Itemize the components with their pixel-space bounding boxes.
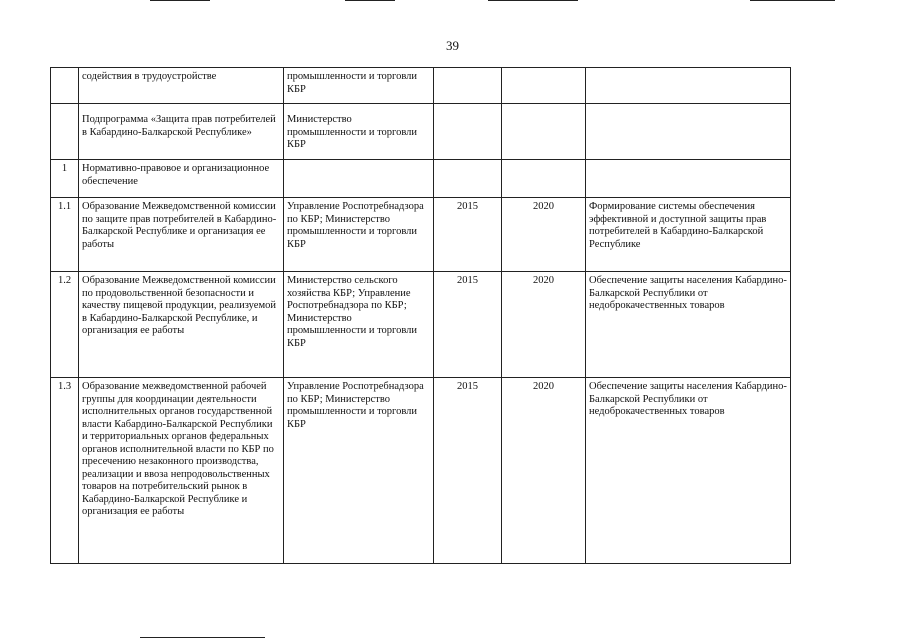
end-year-cell: 2020 [502, 272, 586, 378]
row-number [51, 104, 79, 160]
measure-cell: Образование Межведомственной комиссии по защите прав потребителей в Кабардино-Балкарской Республике и организация ее работы [79, 198, 284, 272]
executor-cell [284, 160, 434, 198]
table-row [51, 68, 791, 104]
row-number: 1.1 [51, 198, 79, 272]
table-row [51, 160, 791, 198]
executor-cell: промышленности и торговли КБР [284, 68, 434, 104]
measure-cell: Нормативно-правовое и организационное обеспечение [79, 160, 284, 198]
result-cell [586, 160, 791, 198]
start-year-cell [434, 104, 502, 160]
start-year-cell [434, 160, 502, 198]
start-year-cell: 2015 [434, 198, 502, 272]
row-number [51, 68, 79, 104]
row-number: 1 [51, 160, 79, 198]
start-year-cell [434, 68, 502, 104]
row-number: 1.3 [51, 378, 79, 564]
result-cell [586, 104, 791, 160]
start-year-cell: 2015 [434, 378, 502, 564]
end-year-cell: 2020 [502, 378, 586, 564]
scan-mark [750, 0, 835, 1]
end-year-cell [502, 104, 586, 160]
measures-table [50, 67, 791, 564]
result-cell: Формирование системы обеспечения эффективной и доступной защиты прав потребителей в Кабардино-Балкарской Республике [586, 198, 791, 272]
executor-cell: Министерство сельского хозяйства КБР; Управление Роспотребнадзора по КБР; Министерство промышленности и торговли КБР [284, 272, 434, 378]
table-row [51, 378, 791, 564]
end-year-cell [502, 160, 586, 198]
executor-cell: Министерство промышленности и торговли КБР [284, 104, 434, 160]
table-row [51, 198, 791, 272]
row-number: 1.2 [51, 272, 79, 378]
executor-cell: Управление Роспотребнадзора по КБР; Министерство промышленности и торговли КБР [284, 378, 434, 564]
measure-cell: содействия в трудоустройстве [79, 68, 284, 104]
result-cell: Обеспечение защиты населения Кабардино-Балкарской Республики от недоброкачественных товаров [586, 378, 791, 564]
end-year-cell [502, 68, 586, 104]
measure-cell: Образование Межведомственной комиссии по продовольственной безопасности и качеству пищевой продукции, реализуемой в Кабардино-Балкарской Республике, и организация ее работы [79, 272, 284, 378]
end-year-cell: 2020 [502, 198, 586, 272]
table-row [51, 104, 791, 160]
result-cell: Обеспечение защиты населения Кабардино-Балкарской Республики от недоброкачественных товаров [586, 272, 791, 378]
result-cell [586, 68, 791, 104]
scan-mark [140, 637, 265, 638]
table-row [51, 272, 791, 378]
page-number: 39 [446, 38, 459, 53]
measure-cell: Подпрограмма «Защита прав потребителей в Кабардино-Балкарской Республике» [79, 104, 284, 160]
executor-cell: Управление Роспотребнадзора по КБР; Министерство промышленности и торговли КБР [284, 198, 434, 272]
measure-cell: Образование межведомственной рабочей группы для координации деятельности исполнительных органов государственной власти Кабардино-Балкарской Республики и территориальных органов федеральных органов исполнительной власти по КБР по пресечению незаконного производства, реализации и ввоза непродовольственных товаров на потребительский рынок в Кабардино-Балкарской Республике и организация ее работы [79, 378, 284, 564]
scan-mark [488, 0, 578, 1]
scan-mark [150, 0, 210, 1]
start-year-cell: 2015 [434, 272, 502, 378]
scan-mark [345, 0, 395, 1]
